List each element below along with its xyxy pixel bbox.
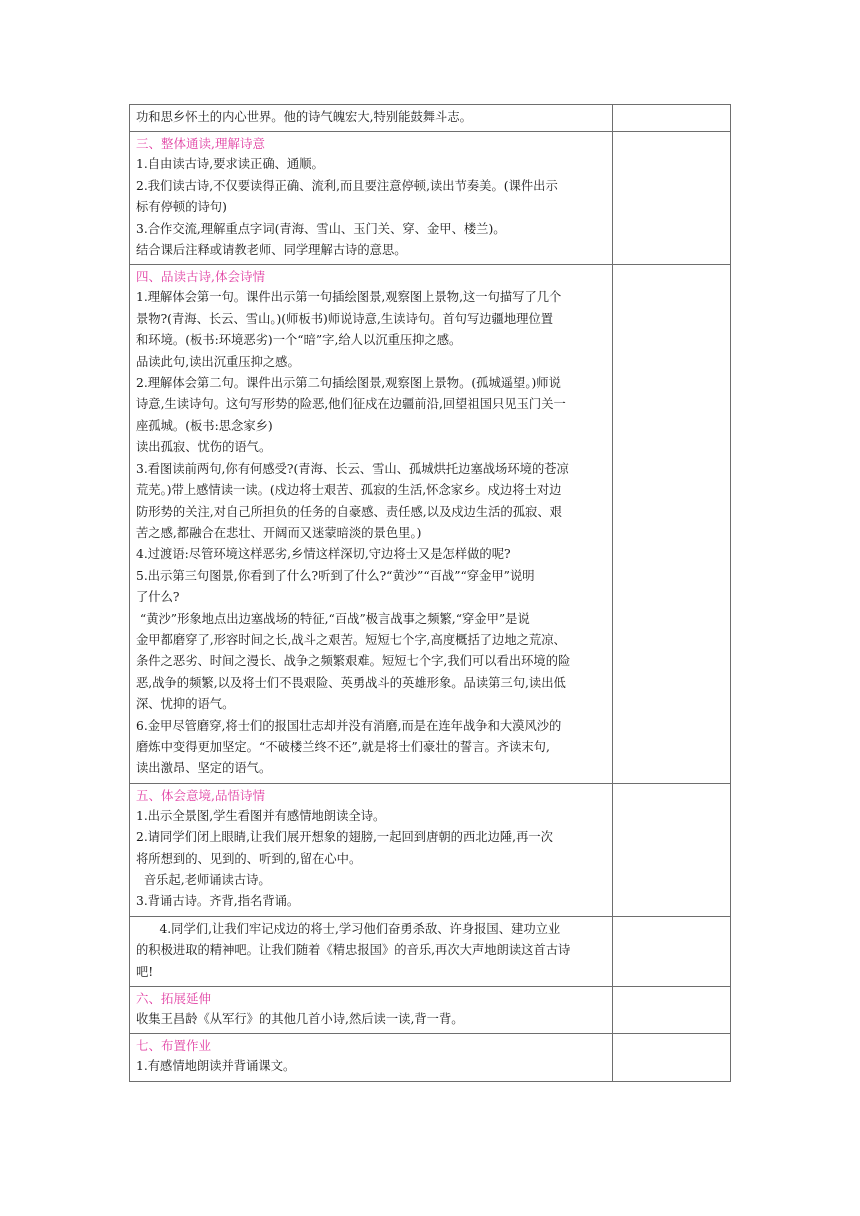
text-line: 将所想到的、见到的、听到的,留在心中。 (136, 851, 362, 866)
text-line: 4.同学们,让我们牢记戍边的将士,学习他们奋勇杀敌、许身报国、建功立业 (136, 921, 561, 936)
lesson-row (130, 132, 731, 265)
text-line: 2.请同学们闭上眼睛,让我们展开想象的翅膀,一起回到唐朝的西北边陲,再一次 (136, 830, 553, 845)
section-heading: 七、布置作业 (136, 1038, 212, 1054)
lesson-content-cell (130, 783, 613, 916)
section-heading: 五、体会意境,品悟诗情 (136, 787, 265, 803)
lesson-row (130, 1034, 731, 1081)
lesson-row (130, 916, 731, 986)
text-line: 品读此句,读出沉重压抑之感。 (136, 354, 300, 369)
text-line: 4.过渡语:尽管环境这样恶劣,乡情这样深切,守边将士又是怎样做的呢? (136, 547, 511, 562)
section-heading: 六、拓展延伸 (136, 991, 212, 1007)
notes-cell (613, 265, 731, 783)
section-heading: 四、品读古诗,体会诗情 (136, 269, 265, 285)
text-line: 功和思乡怀土的内心世界。他的诗气魄宏大,特别能鼓舞斗志。 (136, 110, 472, 124)
text-line: 磨炼中变得更加坚定。“不破楼兰终不还”,就是将士们豪壮的誓言。齐读末句, (136, 739, 550, 754)
text-line: 1.自由读古诗,要求读正确、通顺。 (136, 157, 324, 172)
text-line: 2.理解体会第二句。课件出示第二句插绘图景,观察图上景物。(孤城遥望。)师说 (136, 376, 561, 391)
lesson-row (130, 987, 731, 1034)
lesson-content-cell (130, 987, 613, 1034)
text-line: 2.我们读古诗,不仅要读得正确、流利,而且要注意停顿,读出节奏美。(课件出示 (136, 178, 558, 193)
text-line: 深、忧抑的语气。 (136, 697, 235, 712)
text-line: 的积极进取的精神吧。让我们随着《精忠报国》的音乐,再次大声地朗读这首古诗 (136, 943, 571, 958)
text-line: 防形势的关注,对自己所担负的任务的自豪感、责任感,以及戍边生活的孤寂、艰 (136, 504, 562, 519)
text-line: 金甲都磨穿了,形容时间之长,战斗之艰苦。短短七个字,高度概括了边地之荒凉、 (136, 632, 566, 647)
text-line: 座孤城。(板书:思念家乡) (136, 418, 273, 433)
text-line: “黄沙”形象地点出边塞战场的特征,“百战”极言战事之频繁,“穿金甲”是说 (136, 611, 530, 626)
text-line: 了什么? (136, 590, 180, 605)
text-line: 苦之感,都融合在悲壮、开阔而又迷蒙暗淡的景色里。) (136, 525, 422, 540)
notes-cell (613, 987, 731, 1034)
lesson-content-cell (130, 916, 613, 986)
text-line: 读出激昂、坚定的语气。 (136, 761, 272, 776)
table-body (130, 105, 731, 1082)
notes-cell (613, 916, 731, 986)
lesson-content-cell (130, 132, 613, 265)
text-line: 1.理解体会第一句。课件出示第一句插绘图景,观察图上景物,这一句描写了几个 (136, 290, 562, 305)
text-line: 条件之恶劣、时间之漫长、战争之频繁艰难。短短七个字,我们可以看出环境的险 (136, 654, 571, 669)
lesson-row (130, 783, 731, 916)
notes-cell (613, 1034, 731, 1081)
text-line: 5.出示第三句图景,你看到了什么?听到了什么?“黄沙”“百战”“穿金甲”说明 (136, 568, 535, 583)
text-line: 景物?(青海、长云、雪山。)(师板书)师说诗意,生读诗句。首句写边疆地理位置 (136, 311, 554, 326)
text-line: 音乐起,老师诵读古诗。 (136, 873, 271, 887)
text-line: 和环境。(板书:环境恶劣)一个“暗”字,给人以沉重压抑之感。 (136, 333, 462, 348)
lesson-row (130, 105, 731, 132)
text-line: 1.出示全景图,学生看图并有感情地朗读全诗。 (136, 808, 386, 823)
lesson-content-cell (130, 105, 613, 132)
lesson-content-cell (130, 265, 613, 783)
text-line: 荒芜。)带上感情读一读。(戍边将士艰苦、孤寂的生活,怀念家乡。戍边将士对边 (136, 483, 562, 498)
text-line: 6.金甲尽管磨穿,将士们的报国壮志却并没有消磨,而是在连年战争和大漠风沙的 (136, 718, 562, 733)
notes-cell (613, 783, 731, 916)
text-line: 标有停顿的诗句) (136, 200, 227, 215)
text-line: 1.有感情地朗读并背诵课文。 (136, 1059, 296, 1074)
text-line: 3.背诵古诗。齐背,指名背诵。 (136, 894, 300, 909)
text-line: 读出孤寂、忧伤的语气。 (136, 440, 272, 455)
section-heading: 三、整体通读,理解诗意 (136, 136, 265, 152)
text-line: 吧! (136, 964, 154, 979)
lesson-content-cell (130, 1034, 613, 1081)
text-line: 恶,战争的频繁,以及将士们不畏艰险、英勇战斗的英雄形象。品读第三句,读出低 (136, 675, 566, 690)
text-line: 收集王昌龄《从军行》的其他几首小诗,然后读一读,背一背。 (136, 1012, 464, 1027)
text-line: 诗意,生读诗句。这句写形势的险恶,他们征戍在边疆前沿,回望祖国只见玉门关一 (136, 397, 566, 412)
text-line: 3.合作交流,理解重点字词(青海、雪山、玉门关、穿、金甲、楼兰)。 (136, 221, 506, 236)
lesson-row (130, 265, 731, 783)
text-line: 3.看图读前两句,你有何感受?(青海、长云、雪山、孤城烘托边塞战场环境的苍凉 (136, 461, 569, 476)
notes-cell (613, 105, 731, 132)
notes-cell (613, 132, 731, 265)
lesson-plan-table (129, 104, 731, 1082)
text-line: 结合课后注释或请教老师、同学理解古诗的意思。 (136, 243, 407, 258)
